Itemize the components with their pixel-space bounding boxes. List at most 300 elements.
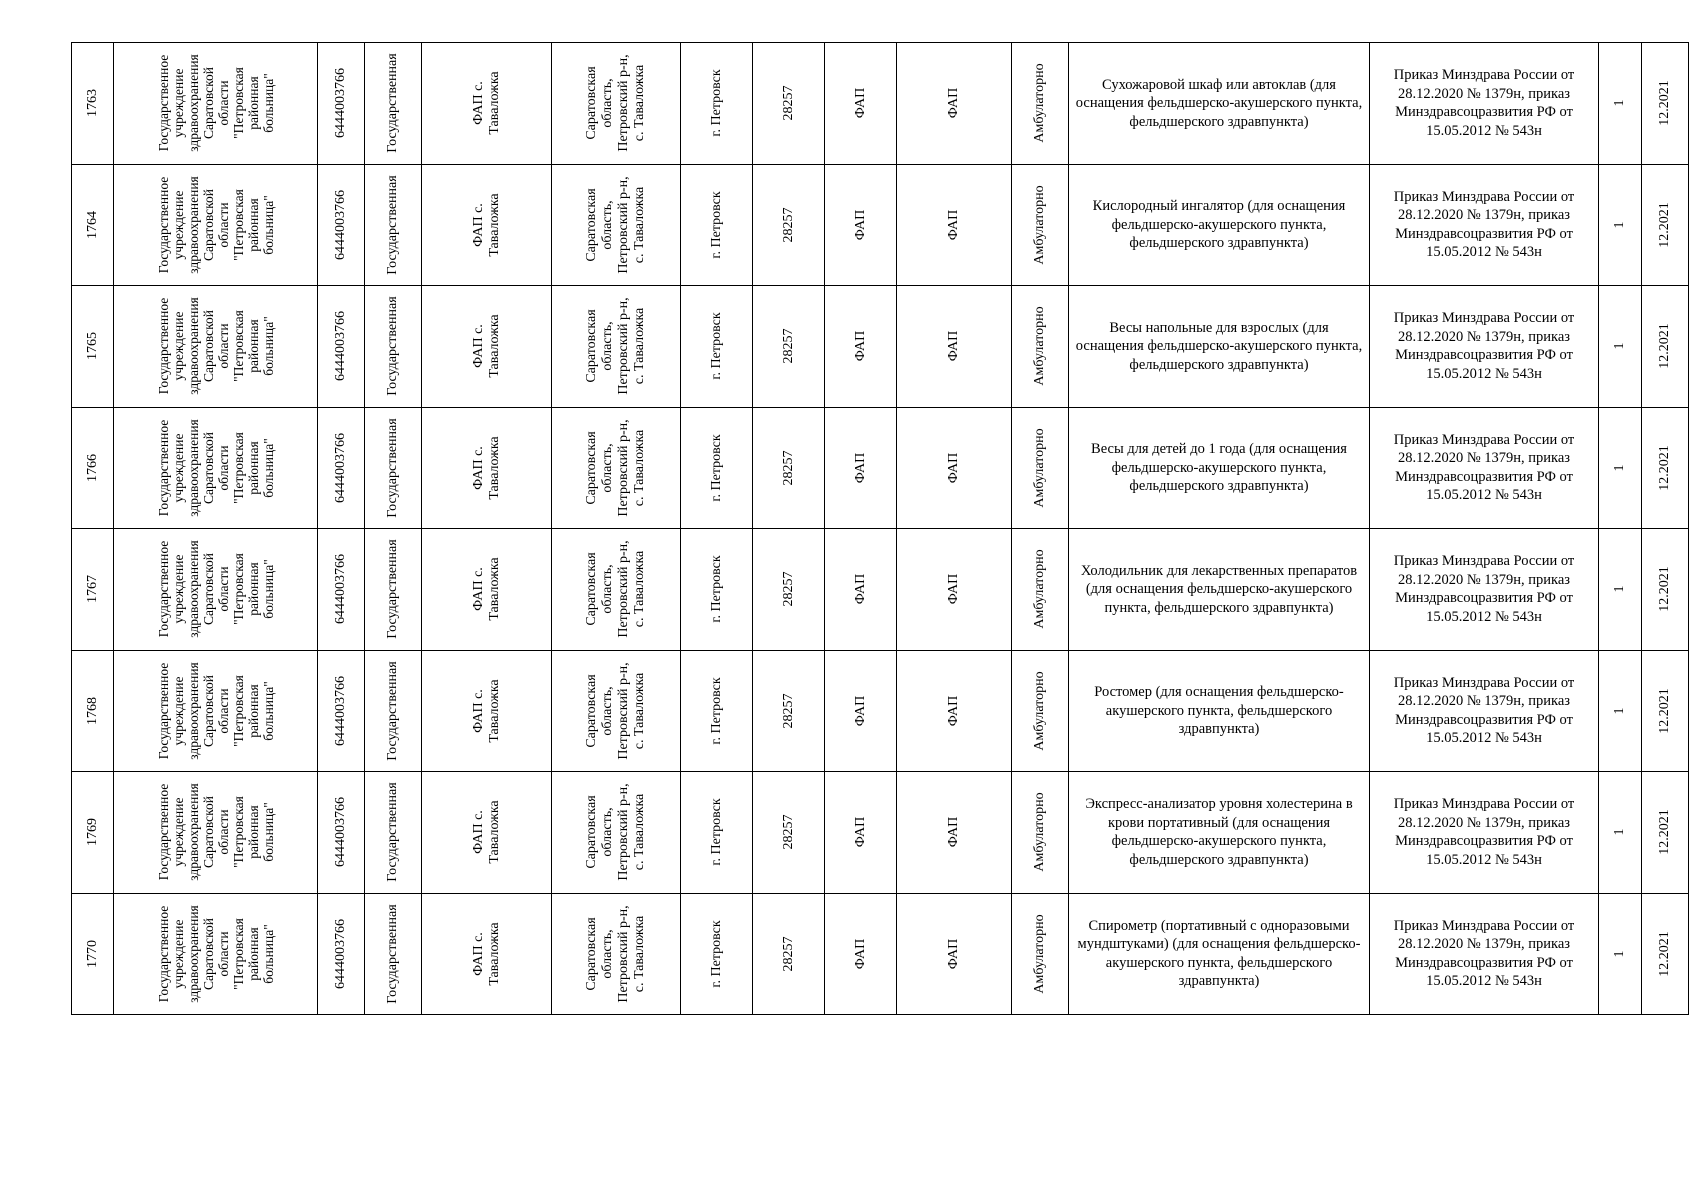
text-line: учреждение — [170, 797, 186, 867]
text-line: районная — [245, 805, 261, 859]
text-line: учреждение — [170, 919, 186, 989]
text-line: районная — [245, 198, 261, 252]
text-line: ФАП с. — [470, 202, 486, 247]
quantity-cell — [1599, 650, 1642, 772]
address-text — [584, 541, 648, 638]
date-cell — [1642, 893, 1689, 1015]
text-line: учреждение — [170, 68, 186, 138]
mode-cell — [1012, 772, 1069, 894]
text-line: Саратовской — [200, 188, 216, 261]
organization-cell — [114, 650, 318, 772]
text-line: Петровский р-н, — [616, 176, 631, 274]
inn-cell — [318, 286, 365, 408]
organization-text — [156, 176, 276, 274]
type2-cell — [897, 286, 1012, 408]
facility-cell — [422, 407, 552, 529]
mode-text: Амбулаторно — [1032, 792, 1047, 872]
code-text: 28257 — [780, 85, 796, 121]
inn-cell — [318, 407, 365, 529]
type1-text: ФАП — [852, 331, 868, 362]
type2-cell — [897, 772, 1012, 894]
inn-text: 6444003766 — [333, 918, 348, 989]
code-text: 28257 — [780, 328, 796, 364]
ownership-cell — [365, 893, 422, 1015]
quantity-text: 1 — [1612, 464, 1627, 472]
code-cell — [753, 286, 825, 408]
text-line: больница" — [260, 73, 276, 134]
city-text: г. Петровск — [708, 677, 724, 745]
type2-cell — [897, 407, 1012, 529]
date-text: 12.2021 — [1657, 809, 1672, 855]
text-line: Саратовской — [200, 431, 216, 504]
text-line: области — [215, 202, 231, 248]
text-line: здравоохранения — [185, 297, 201, 396]
address-text — [584, 905, 648, 1002]
ownership-text: Государственная — [385, 418, 400, 518]
city-text: г. Петровск — [708, 920, 724, 988]
text-line: Таваложка — [486, 436, 502, 500]
type2-text: ФАП — [946, 452, 961, 483]
text-line: здравоохранения — [185, 54, 201, 153]
address-text — [584, 419, 648, 516]
type2-cell — [897, 164, 1012, 286]
address-text — [584, 176, 648, 273]
organization-text — [156, 783, 276, 881]
type1-text: ФАП — [852, 938, 868, 969]
basis-text: Приказ Минздрава России от 28.12.2020 № 1379н, приказ Минздравсоцразвития РФ от 15.05.2012 № 543н — [1393, 553, 1575, 625]
row-number-text: 1770 — [84, 939, 100, 968]
date-cell — [1642, 407, 1689, 529]
text-line: с. Таваложка — [632, 429, 647, 507]
text-line: Таваложка — [486, 800, 502, 864]
type1-text: ФАП — [852, 695, 868, 726]
text-line: Петровский р-н, — [616, 662, 631, 760]
facility-cell — [422, 164, 552, 286]
text-line: "Петровская — [230, 917, 246, 990]
city-text: г. Петровск — [708, 798, 724, 866]
ownership-cell — [365, 407, 422, 529]
type2-text: ФАП — [946, 938, 961, 969]
text-line: область, — [600, 929, 615, 979]
code-cell — [753, 893, 825, 1015]
basis-text: Приказ Минздрава России от 28.12.2020 № 1379н, приказ Минздравсоцразвития РФ от 15.05.2012 № 543н — [1393, 188, 1575, 261]
organization-text — [156, 905, 276, 1003]
type1-cell — [825, 772, 897, 894]
city-text: г. Петровск — [708, 191, 724, 259]
text-line: Саратовской — [200, 674, 216, 747]
text-line: "Петровская — [230, 67, 246, 140]
text-line: Саратовская — [584, 66, 599, 140]
equipment-text: Ростомер (для оснащения фельдшерско-акушерского пункта, фельдшерского здравпункта) — [1094, 684, 1344, 737]
text-line: районная — [245, 441, 261, 495]
mode-cell — [1012, 893, 1069, 1015]
text-line: ФАП с. — [470, 931, 486, 976]
equipment-text: Спирометр (портативный с одноразовыми мундштуками) (для оснащения фельдшерско-акушерского пункта, фельдшерского здравпункта) — [1077, 917, 1361, 990]
text-line: Саратовская — [584, 795, 599, 869]
basis-cell — [1370, 529, 1599, 651]
text-line: ФАП с. — [470, 81, 486, 126]
text-line: ФАП с. — [470, 567, 486, 612]
mode-text: Амбулаторно — [1032, 428, 1047, 508]
ownership-cell — [365, 529, 422, 651]
quantity-text: 1 — [1612, 585, 1627, 593]
code-cell — [753, 407, 825, 529]
row-number-cell — [72, 529, 114, 651]
mode-cell — [1012, 650, 1069, 772]
text-line: Петровский р-н, — [616, 783, 631, 881]
text-line: больница" — [260, 194, 276, 255]
text-line: ФАП с. — [470, 445, 486, 490]
date-text: 12.2021 — [1657, 445, 1672, 491]
mode-cell — [1012, 286, 1069, 408]
text-line: Саратовская — [584, 674, 599, 748]
equipment-cell — [1069, 164, 1370, 286]
facility-text — [471, 558, 503, 621]
address-text — [584, 662, 648, 759]
type1-cell — [825, 164, 897, 286]
city-cell — [681, 407, 753, 529]
facility-cell — [422, 43, 552, 165]
type2-text: ФАП — [946, 574, 961, 605]
city-cell — [681, 164, 753, 286]
facility-cell — [422, 286, 552, 408]
text-line: области — [215, 809, 231, 855]
text-line: районная — [245, 684, 261, 738]
equipment-text: Сухожаровой шкаф или автоклав (для оснащения фельдшерско-акушерского пункта, фельдшерского здравпункта) — [1075, 76, 1363, 130]
text-line: области — [215, 445, 231, 491]
type2-text: ФАП — [946, 817, 961, 848]
inn-text: 6444003766 — [333, 797, 348, 868]
city-text: г. Петровск — [708, 555, 724, 623]
ownership-cell — [365, 43, 422, 165]
date-text: 12.2021 — [1657, 566, 1672, 612]
text-line: область, — [600, 686, 615, 736]
mode-text: Амбулаторно — [1032, 671, 1047, 751]
date-cell — [1642, 43, 1689, 165]
organization-text — [156, 419, 276, 517]
date-cell — [1642, 529, 1689, 651]
quantity-text: 1 — [1612, 707, 1627, 715]
city-text: г. Петровск — [708, 69, 724, 137]
type2-text: ФАП — [946, 88, 961, 119]
code-cell — [753, 772, 825, 894]
organization-cell — [114, 164, 318, 286]
organization-cell — [114, 43, 318, 165]
ownership-cell — [365, 772, 422, 894]
ownership-text: Государственная — [385, 661, 400, 761]
date-text: 12.2021 — [1657, 323, 1672, 369]
inn-text: 6444003766 — [333, 311, 348, 382]
text-line: с. Таваложка — [632, 672, 647, 750]
ownership-text: Государственная — [385, 904, 400, 1004]
text-line: Таваложка — [486, 314, 502, 378]
inn-text: 6444003766 — [333, 675, 348, 746]
text-line: ФАП с. — [470, 810, 486, 855]
basis-text: Приказ Минздрава России от 28.12.2020 № 1379н, приказ Минздравсоцразвития РФ от 15.05.2012 № 543н — [1393, 796, 1575, 868]
address-cell — [552, 286, 681, 408]
text-line: область, — [600, 564, 615, 614]
row-number-text: 1768 — [84, 696, 100, 725]
type1-cell — [825, 43, 897, 165]
address-cell — [552, 650, 681, 772]
code-cell — [753, 529, 825, 651]
text-line: с. Таваложка — [632, 550, 647, 628]
text-line: "Петровская — [230, 553, 246, 626]
text-line: здравоохранения — [185, 661, 201, 760]
row-number-cell — [72, 286, 114, 408]
text-line: здравоохранения — [185, 540, 201, 639]
facility-text — [471, 193, 503, 256]
text-line: больница" — [260, 316, 276, 377]
text-line: область, — [600, 78, 615, 128]
type1-text: ФАП — [852, 88, 868, 119]
type1-cell — [825, 893, 897, 1015]
type2-cell — [897, 893, 1012, 1015]
table-row — [72, 529, 1689, 651]
text-line: районная — [245, 927, 261, 981]
basis-cell — [1370, 772, 1599, 894]
city-text: г. Петровск — [708, 312, 724, 380]
city-cell — [681, 529, 753, 651]
text-line: Петровский р-н, — [616, 540, 631, 638]
basis-cell — [1370, 650, 1599, 772]
ownership-text: Государственная — [385, 782, 400, 882]
code-text: 28257 — [780, 814, 796, 850]
mode-text: Амбулаторно — [1032, 185, 1047, 265]
organization-cell — [114, 893, 318, 1015]
mode-cell — [1012, 164, 1069, 286]
text-line: область, — [600, 200, 615, 250]
basis-text: Приказ Минздрава России от 28.12.2020 № 1379н, приказ Минздравсоцразвития РФ от 15.05.2012 № 543н — [1393, 431, 1575, 504]
facility-text — [471, 72, 503, 135]
equipment-cell — [1069, 286, 1370, 408]
code-cell — [753, 164, 825, 286]
text-line: Саратовской — [200, 67, 216, 140]
type1-text: ФАП — [852, 452, 868, 483]
row-number-text: 1765 — [84, 332, 100, 361]
organization-cell — [114, 407, 318, 529]
ownership-cell — [365, 650, 422, 772]
text-line: Таваложка — [486, 679, 502, 743]
date-text: 12.2021 — [1657, 688, 1672, 734]
text-line: здравоохранения — [185, 904, 201, 1003]
type2-text: ФАП — [946, 331, 961, 362]
text-line: области — [215, 688, 231, 734]
text-line: больница" — [260, 680, 276, 741]
text-line: Государственное — [155, 905, 171, 1003]
equipment-cell — [1069, 407, 1370, 529]
type1-text: ФАП — [852, 817, 868, 848]
text-line: Таваложка — [486, 193, 502, 257]
equipment-text: Кислородный ингалятор (для оснащения фельдшерско-акушерского пункта, фельдшерского здравпункта) — [1092, 198, 1346, 251]
text-line: здравоохранения — [185, 175, 201, 274]
date-cell — [1642, 164, 1689, 286]
city-text: г. Петровск — [708, 434, 724, 502]
code-text: 28257 — [780, 936, 796, 972]
type1-cell — [825, 650, 897, 772]
text-line: больница" — [260, 923, 276, 984]
text-line: Саратовская — [584, 917, 599, 991]
inn-text: 6444003766 — [333, 189, 348, 260]
text-line: учреждение — [170, 676, 186, 746]
table-row — [72, 893, 1689, 1015]
date-text: 12.2021 — [1657, 931, 1672, 977]
quantity-cell — [1599, 43, 1642, 165]
row-number-cell — [72, 43, 114, 165]
address-cell — [552, 407, 681, 529]
text-line: область, — [600, 443, 615, 493]
organization-cell — [114, 286, 318, 408]
text-line: Государственное — [155, 783, 171, 881]
organization-cell — [114, 529, 318, 651]
date-cell — [1642, 772, 1689, 894]
basis-text: Приказ Минздрава России от 28.12.2020 № 1379н, приказ Минздравсоцразвития РФ от 15.05.2012 № 543н — [1393, 674, 1575, 747]
facility-text — [471, 679, 503, 742]
facility-text — [471, 315, 503, 378]
text-line: Петровский р-н, — [616, 905, 631, 1003]
text-line: Саратовская — [584, 309, 599, 383]
facility-cell — [422, 529, 552, 651]
date-cell — [1642, 650, 1689, 772]
row-number-text: 1767 — [84, 575, 100, 604]
text-line: больница" — [260, 559, 276, 620]
equipment-cell — [1069, 43, 1370, 165]
text-line: с. Таваложка — [632, 307, 647, 385]
text-line: учреждение — [170, 190, 186, 260]
quantity-cell — [1599, 164, 1642, 286]
row-number-cell — [72, 407, 114, 529]
text-line: больница" — [260, 437, 276, 498]
quantity-text: 1 — [1612, 221, 1627, 229]
row-number-cell — [72, 772, 114, 894]
equipment-cell — [1069, 650, 1370, 772]
code-cell — [753, 43, 825, 165]
code-cell — [753, 650, 825, 772]
row-number-cell — [72, 650, 114, 772]
inn-cell — [318, 529, 365, 651]
table-row — [72, 650, 1689, 772]
equipment-text: Весы напольные для взрослых (для оснащения фельдшерско-акушерского пункта, фельдшерского здравпункта) — [1075, 319, 1363, 373]
text-line: Саратовской — [200, 310, 216, 383]
city-cell — [681, 43, 753, 165]
text-line: районная — [245, 562, 261, 616]
inn-text: 6444003766 — [333, 554, 348, 625]
address-cell — [552, 893, 681, 1015]
text-line: Таваложка — [486, 557, 502, 621]
text-line: учреждение — [170, 311, 186, 381]
basis-cell — [1370, 286, 1599, 408]
text-line: Саратовской — [200, 553, 216, 626]
row-number-cell — [72, 164, 114, 286]
text-line: здравоохранения — [185, 783, 201, 882]
mode-text: Амбулаторно — [1032, 306, 1047, 386]
text-line: с. Таваложка — [632, 915, 647, 993]
code-text: 28257 — [780, 207, 796, 243]
equipment-text: Весы для детей до 1 года (для оснащения фельдшерско-акушерского пункта, фельдшерского здравпункта) — [1091, 441, 1347, 494]
text-line: "Петровская — [230, 310, 246, 383]
text-line: Государственное — [155, 176, 171, 274]
text-line: Государственное — [155, 54, 171, 152]
text-line: область, — [600, 321, 615, 371]
ownership-text: Государственная — [385, 53, 400, 153]
table-body — [72, 43, 1689, 1015]
date-text: 12.2021 — [1657, 80, 1672, 126]
organization-text — [156, 662, 276, 760]
text-line: учреждение — [170, 554, 186, 624]
type1-cell — [825, 407, 897, 529]
address-cell — [552, 43, 681, 165]
text-line: районная — [245, 76, 261, 130]
facility-text — [471, 922, 503, 985]
text-line: Государственное — [155, 662, 171, 760]
text-line: Таваложка — [486, 71, 502, 135]
text-line: учреждение — [170, 433, 186, 503]
text-line: Петровский р-н, — [616, 419, 631, 517]
basis-cell — [1370, 43, 1599, 165]
organization-text — [156, 297, 276, 395]
inn-cell — [318, 43, 365, 165]
text-line: районная — [245, 319, 261, 373]
equipment-cell — [1069, 893, 1370, 1015]
type2-cell — [897, 43, 1012, 165]
organization-cell — [114, 772, 318, 894]
facility-cell — [422, 650, 552, 772]
text-line: "Петровская — [230, 188, 246, 261]
basis-text: Приказ Минздрава России от 28.12.2020 № 1379н, приказ Минздравсоцразвития РФ от 15.05.2012 № 543н — [1393, 917, 1575, 990]
inn-text: 6444003766 — [333, 68, 348, 139]
quantity-text: 1 — [1612, 950, 1627, 958]
type2-text: ФАП — [946, 695, 961, 726]
quantity-text: 1 — [1612, 342, 1627, 350]
ownership-text: Государственная — [385, 296, 400, 396]
basis-cell — [1370, 164, 1599, 286]
text-line: "Петровская — [230, 431, 246, 504]
quantity-text: 1 — [1612, 99, 1627, 107]
text-line: Саратовская — [584, 552, 599, 626]
text-line: Саратовской — [200, 796, 216, 869]
facility-cell — [422, 772, 552, 894]
text-line: Государственное — [155, 297, 171, 395]
address-text — [584, 298, 648, 395]
row-number-text: 1766 — [84, 453, 100, 482]
address-cell — [552, 164, 681, 286]
text-line: области — [215, 323, 231, 369]
equipment-text: Холодильник для лекарственных препаратов (для оснащения фельдшерско-акушерского пункта, фельдшерского здравпункта) — [1080, 562, 1358, 616]
mode-text: Амбулаторно — [1032, 914, 1047, 994]
ownership-cell — [365, 286, 422, 408]
table-row — [72, 286, 1689, 408]
equipment-table — [71, 42, 1689, 1015]
table-row — [72, 164, 1689, 286]
equipment-cell — [1069, 772, 1370, 894]
city-cell — [681, 286, 753, 408]
row-number-text: 1764 — [84, 210, 100, 239]
type1-text: ФАП — [852, 574, 868, 605]
type1-cell — [825, 529, 897, 651]
row-number-text: 1763 — [84, 89, 100, 118]
address-cell — [552, 529, 681, 651]
ownership-text: Государственная — [385, 175, 400, 275]
text-line: с. Таваложка — [632, 793, 647, 871]
text-line: область, — [600, 807, 615, 857]
ownership-cell — [365, 164, 422, 286]
basis-cell — [1370, 407, 1599, 529]
text-line: Петровский р-н, — [616, 297, 631, 395]
type2-cell — [897, 529, 1012, 651]
address-text — [584, 55, 648, 152]
text-line: области — [215, 566, 231, 612]
text-line: Саратовская — [584, 188, 599, 262]
